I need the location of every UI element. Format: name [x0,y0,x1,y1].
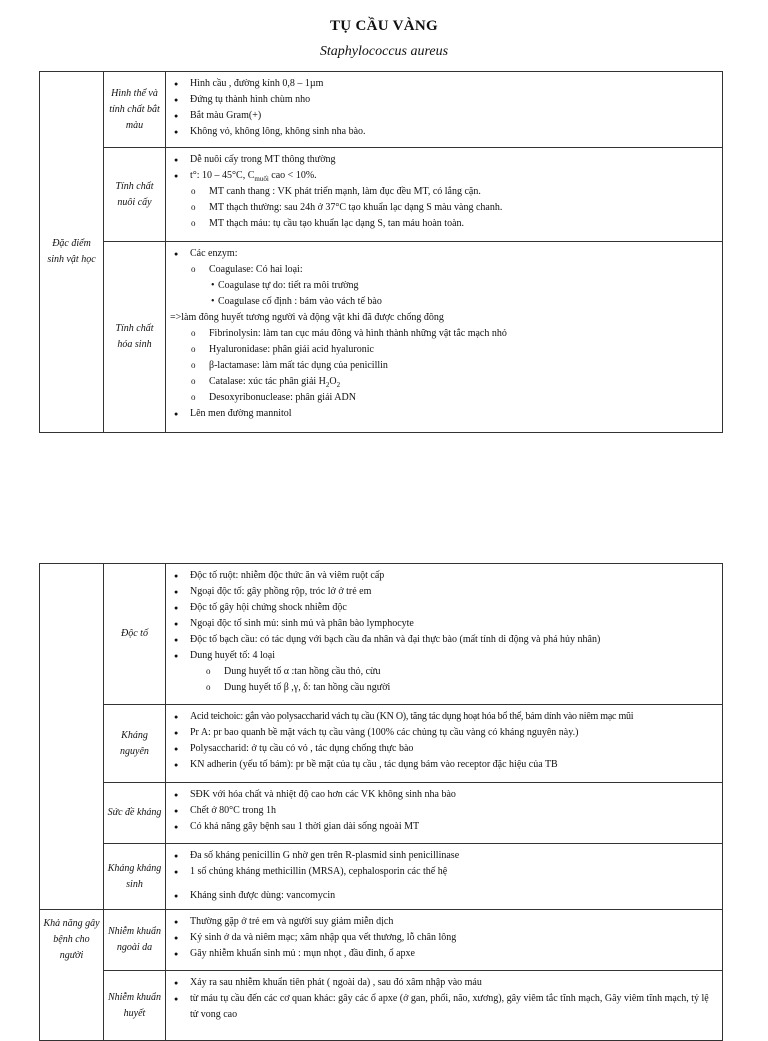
group-label-biology: Đặc điểm sinh vật học [40,72,104,433]
row-label-skin-infection: Nhiễm khuẩn ngoài da [104,910,166,971]
list-item: ● t°: 10 – 45°C, $C_{muối}$ cao < 10%. [171,168,718,184]
list-item: ● Xảy ra sau nhiễm khuẩn tiên phát ( ngoài da) , sau đó xâm nhập vào máu [171,975,718,991]
row-label-resistance: Sức đề kháng [104,783,166,844]
row-label-morphology: Hình thể và tính chất bắt màu [104,72,166,148]
row-content-toxins [166,564,723,705]
list-item: ● Đa số kháng penicillin G nhờ gen trên R-plasmid sinh penicillinase [171,848,718,864]
row-content-antigens [166,705,723,783]
row-label-toxins: Độc tố [104,564,166,705]
list-item: ● từ máu tụ cầu đến các cơ quan khác: gây các ổ apxe (ở gan, phổi, não, xương), gây viêm tắc tĩnh mạch, Gây viêm tĩnh mạch, tỷ lệ tử vong cao [171,991,718,1023]
row-content-culture [166,148,723,242]
list-item: ● Độc tố gây hội chứng shock nhiễm độc [171,600,718,616]
list-item: ● Bắt màu Gram(+) [171,108,718,124]
list-item: ● Pr A: pr bao quanh bề mặt vách tụ cầu vàng (100% các chủng tụ cầu vàng có kháng nguyên này.) [171,725,718,741]
list-item: ● Chết ở 80°C trong 1h [171,803,718,819]
row-content-resistance [166,783,723,844]
list-item: o β-lactamase: làm mất tác dụng của penicillin [171,358,718,374]
list-item: ● Gây nhiễm khuẩn sinh mủ : mụn nhọt , đầu đinh, ổ apxe [171,946,718,962]
list-item: =>làm đông huyết tương người và động vật khi đã được chống đông [170,312,444,323]
list-item: ● Lên men đường mannitol [171,406,718,422]
list-item: ● Đứng tụ thành hình chùm nho [171,92,718,108]
row-label-antibiotic-resistance: Kháng kháng sinh [104,844,166,910]
group-label-pathogenicity: Khả năng gây bệnh cho người [40,910,104,1041]
row-content-antibiotic-resistance [166,844,723,910]
row-label-bacteremia: Nhiễm khuẩn huyết [104,971,166,1041]
list-item: ● KN adherin (yếu tố bám): pr bề mặt của tụ cầu , tác dụng bám vào receptor đặc hiệu của TB [171,757,718,773]
list-item: o Desoxyribonuclease: phân giải ADN [171,390,718,406]
list-item: ● Dễ nuôi cấy trong MT thông thường [171,152,718,168]
document-subtitle: Staphylococcus aureus [319,44,449,59]
list-item: ● Ngoại độc tố: gây phồng rộp, tróc lở ở trẻ em [171,584,718,600]
list-item: • Coagulase tự do: tiết ra môi trường [171,278,718,294]
list-item: ● SĐK với hóa chất và nhiệt độ cao hơn các VK không sinh nha bào [171,787,718,803]
list-item: ● Độc tố ruột: nhiễm độc thức ăn và viêm ruột cấp [171,568,718,584]
row-label-biochemical: Tính chất hóa sinh [104,242,166,433]
list-item: o MT thạch máu: tụ cầu tạo khuẩn lạc dạng S, tan máu hoàn toàn. [171,216,718,232]
row-content-skin-infection [166,910,723,971]
list-item: ● Không vỏ, không lông, không sinh nha bào. [171,124,718,140]
list-item: ● Polysaccharid: ở tụ cầu có vỏ , tác dụng chống thực bào [171,741,718,757]
list-item: ● Ký sinh ở da và niêm mạc; xâm nhập qua vết thương, lỗ chân lông [171,930,718,946]
list-item: o Fibrinolysin: làm tan cục máu đông và hình thành những vật tắc mạch nhỏ [171,326,718,342]
list-item: ● Thường gặp ở trẻ em và người suy giảm miễn dịch [171,914,718,930]
list-item: ● Ngoại độc tố sinh mủ: sinh mủ và phân bào lymphocyte [171,616,718,632]
row-label-culture: Tính chất nuôi cấy [104,148,166,242]
list-item: o Dung huyết tố α :tan hồng cầu thỏ, cừu [171,664,718,680]
list-item: o Hyaluronidase: phân giải acid hyaluronic [171,342,718,358]
document-title: TỤ CẦU VÀNG [329,18,439,34]
row-label-antigens: Kháng nguyên [104,705,166,783]
row-content-morphology [166,72,723,148]
group-label-blank [40,564,104,910]
list-item: ● Dung huyết tố: 4 loại [171,648,718,664]
list-item: o MT canh thang : VK phát triển mạnh, làm đục đều MT, có lắng cặn. [171,184,718,200]
list-item: ● Kháng sinh được dùng: vancomycin [171,888,718,904]
list-item: o MT thạch thường: sau 24h ở 37°C tạo khuẩn lạc dạng S màu vàng chanh. [171,200,718,216]
biology-table [39,71,723,433]
list-item: o Coagulase: Có hai loại: [171,262,718,278]
list-item: ● Hình cầu , đường kính 0,8 – 1µm [171,76,718,92]
row-content-bacteremia [166,971,723,1041]
list-item: ● 1 số chủng kháng methicillin (MRSA), cephalosporin các thế hệ [171,864,718,880]
list-item: o Catalase: xúc tác phân giải $H_2O_2$ [171,374,718,390]
row-content-biochemical [166,242,723,433]
list-item: ● Có khả năng gây bệnh sau 1 thời gian dài sống ngoài MT [171,819,718,835]
list-item: o Dung huyết tố β ,γ, δ: tan hồng cầu người [171,680,718,696]
pathogenicity-table [39,563,723,1041]
list-item: ● Các enzym: [171,246,718,262]
list-item: ● Acid teichoic: gắn vào polysaccharid vách tụ cầu (KN O), tăng tác dụng hoạt hóa bổ thể, bám dính vào niêm mạc mũi [171,709,718,725]
list-item: • Coagulase cố định : bám vào vách tế bào [171,294,718,310]
list-item: ● Độc tố bạch cầu: có tác dụng với bạch cầu đa nhân và đại thực bào (mất tính di động và phá hủy nhân) [171,632,718,648]
